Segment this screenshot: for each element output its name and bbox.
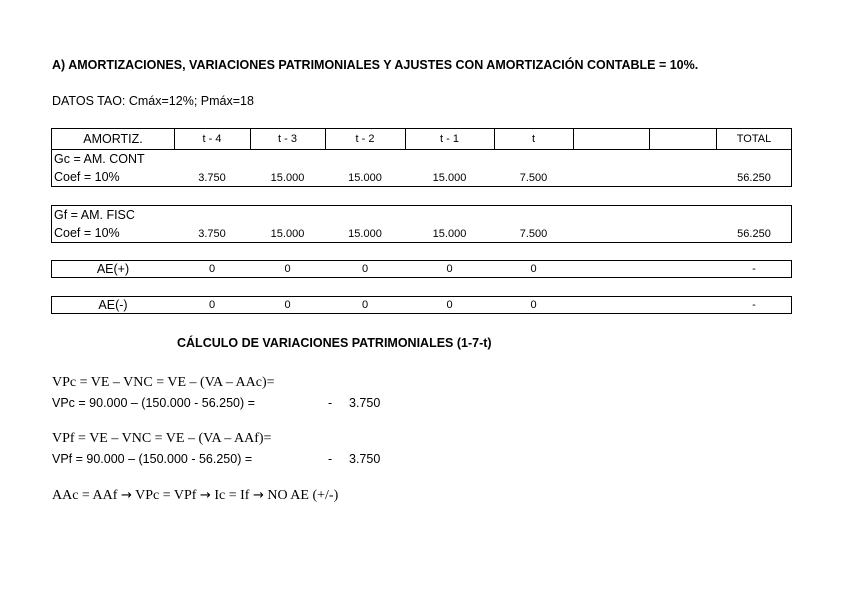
gf-value: 15.000 [270,228,305,240]
gc-row [51,149,792,187]
gf-coef: Coef = 10% [54,226,120,240]
ae-plus-total: - [752,263,756,275]
gf-label: Gf = AM. FISC [54,208,135,222]
vpc-formula: VPc = VE – VNC = VE – (VA – AAc)= [52,375,275,390]
header-total: TOTAL [736,133,772,145]
gc-value: 15.000 [432,172,467,184]
ae-minus-total: - [752,299,756,311]
gc-value: 3.750 [198,172,226,184]
table-header-row [51,128,792,150]
vpf-sign: - [328,452,333,466]
gf-total: 56.250 [737,228,771,240]
header-t4: t - 4 [202,133,222,145]
conclusion-no-ae: NO AE (+/-) [267,488,339,503]
gc-value: 15.000 [348,172,382,184]
arrow-right-icon: → [252,488,264,503]
vpc-result: 3.750 [349,396,381,410]
ae-minus-value: 0 [361,299,369,311]
gc-total: 56.250 [737,172,771,184]
header-t3: t - 3 [278,133,297,145]
header-amortiz: AMORTIZ. [83,132,143,146]
arrow-right-icon: → [120,488,132,503]
ae-plus-label: AE(+) [96,262,130,276]
datos-tao: DATOS TAO: Cmáx=12%; Pmáx=18 [52,94,254,108]
ae-plus-row [51,260,792,278]
ae-minus-label: AE(-) [98,298,128,312]
gf-value: 7.500 [519,228,548,240]
ae-minus-value: 0 [530,299,537,311]
header-t1: t - 1 [440,133,459,145]
ae-minus-row [51,296,792,314]
section-title: CÁLCULO DE VARIACIONES PATRIMONIALES (1-7-t) [177,336,492,350]
ae-plus-value: 0 [361,263,369,275]
conclusion-line [52,488,338,504]
page-title: A) AMORTIZACIONES, VARIACIONES PATRIMONIALES Y AJUSTES CON AMORTIZACIÓN CONTABLE = 10%. [52,58,699,72]
ae-minus-value: 0 [284,299,291,311]
gf-value: 3.750 [198,228,226,240]
ae-plus-value: 0 [208,263,216,275]
gf-row [51,205,792,243]
header-t: t [531,133,536,145]
arrow-right-icon: → [199,488,211,503]
vpc-calc: VPc = 90.000 – (150.000 - 56.250) = [52,396,255,410]
conclusion-vpc-vpf: VPc = VPf [135,488,197,503]
gc-value: 15.000 [270,172,305,184]
header-t2: t - 2 [355,133,375,145]
ae-plus-value: 0 [530,263,537,275]
vpf-formula: VPf = VE – VNC = VE – (VA – AAf)= [52,431,272,446]
ae-minus-value: 0 [208,299,216,311]
conclusion-ic-if: Ic = If [214,488,250,503]
vpf-calc: VPf = 90.000 – (150.000 - 56.250) = [52,452,253,466]
vpc-sign: - [328,396,333,410]
gf-value: 15.000 [432,228,467,240]
gf-value: 15.000 [348,228,382,240]
vpf-result: 3.750 [349,452,381,466]
gc-label: Gc = AM. CONT [54,152,145,166]
conclusion-aac-aaf: AAc = AAf [52,488,118,503]
ae-minus-value: 0 [446,299,453,311]
gc-value: 7.500 [519,172,548,184]
ae-plus-value: 0 [446,263,453,275]
gc-coef: Coef = 10% [54,170,120,184]
ae-plus-value: 0 [284,263,291,275]
